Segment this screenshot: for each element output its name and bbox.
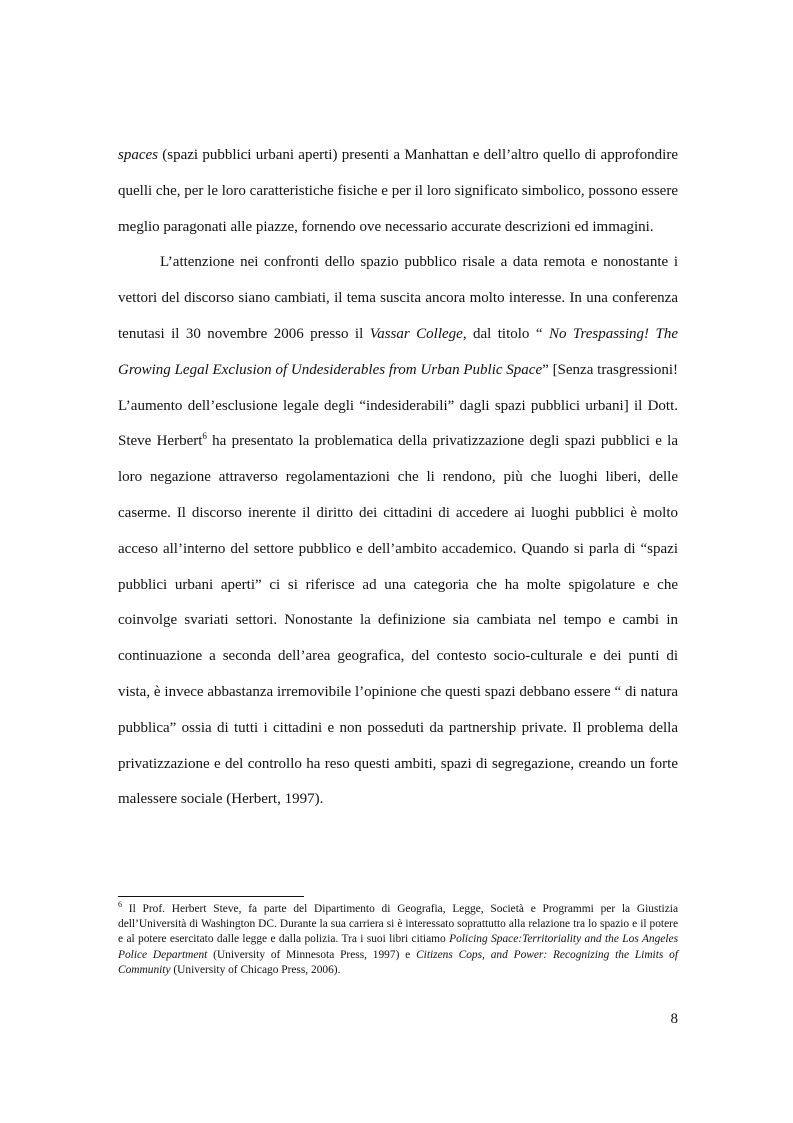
paragraph-2-part-2: , dal titolo “ bbox=[462, 325, 549, 342]
paragraph-2-part-4: ha presentato la problematica della privatizzazione degli spazi pubblici e la loro negazione attraverso regolamentazioni che li rendono, più che luoghi liberi, delle caserme. Il discorso inerente il diritto dei cittadini di accedere ai luoghi pubblici è molto acceso all’interno del settore pubblico e dell’ambito accademico. Quando si parla di “spazi pubblici urbani aperti” ci si riferisce ad una categoria che ha molte spigolature e che coinvolge svariati settori. Nonostante la definizione sia cambiata nel tempo e cambi in continuazione a seconda dell’area geografica, del contesto socio-culturale e dei punti di vista, è invece abbastanza irremovibile l’opinione che questi spazi debbano essere “ di natura pubblica” ossia di tutti i cittadini e non posseduti da partnership private. Il problema della privatizzazione e del controllo ha reso questi ambiti, spazi di segregazione, creando un forte malessere sociale (Herbert, 1997). bbox=[118, 433, 678, 808]
italic-term: spaces bbox=[118, 147, 158, 163]
footnote-number: 6 bbox=[118, 900, 122, 909]
footnote-part-1: Il Prof. Herbert Steve, fa parte del Dipartimento di Geografia, Legge, Società e Programmi per la Giustizia dell’Università di Washington DC. Durante la sua carriera si è interessato soprattutto alla relazione tra lo spazio e il potere e al potere esercitato dalle legge e dalla polizia. Tra i suoi libri citiamo bbox=[118, 903, 678, 946]
paragraph-1 bbox=[118, 138, 678, 245]
paragraph-2 bbox=[118, 245, 678, 818]
footnote-reference: 6 bbox=[202, 431, 207, 442]
paragraph-2-part-1: L’attenzione nei confronti dello spazio pubblico risale a data remota e nonostante i vettori del discorso siano cambiati, il tema suscita ancora molto interesse. In una conferenza tenutasi il 30 novembre 2006 presso il bbox=[118, 254, 678, 342]
conference-title: No Trespassing! The Growing Legal Exclusion of Undesiderables from Urban Public Space bbox=[118, 325, 678, 378]
footnote-separator bbox=[118, 896, 304, 897]
book-2-title: Citizens Cops, and Power: Recognizing the Limits of Community bbox=[118, 948, 678, 976]
footnote bbox=[118, 902, 678, 978]
page-number: 8 bbox=[670, 1011, 678, 1027]
paragraph-1-text: (spazi pubblici urbani aperti) presenti a Manhattan e dell’altro quello di approfondire quelli che, per le loro caratteristiche fisiche e per il loro significato simbolico, possono essere meglio paragonati alle piazze, fornendo ove necessario accurate descrizioni ed immagini. bbox=[118, 147, 678, 235]
book-1-publisher: (University of Minnesota Press, 1997) e bbox=[207, 948, 417, 961]
college-name: Vassar College bbox=[369, 325, 463, 342]
paragraph-2-part-3: ” [Senza trasgressioni! L’aumento dell’esclusione legale degli “indesiderabili” dagli spazi pubblici urbani] il Dott. Steve Herbert bbox=[118, 361, 678, 450]
body-text bbox=[118, 138, 678, 818]
book-2-publisher: (University of Chicago Press, 2006). bbox=[170, 963, 341, 976]
book-1-title: Policing Space:Territoriality and the Los Angeles Police Department bbox=[118, 933, 679, 961]
